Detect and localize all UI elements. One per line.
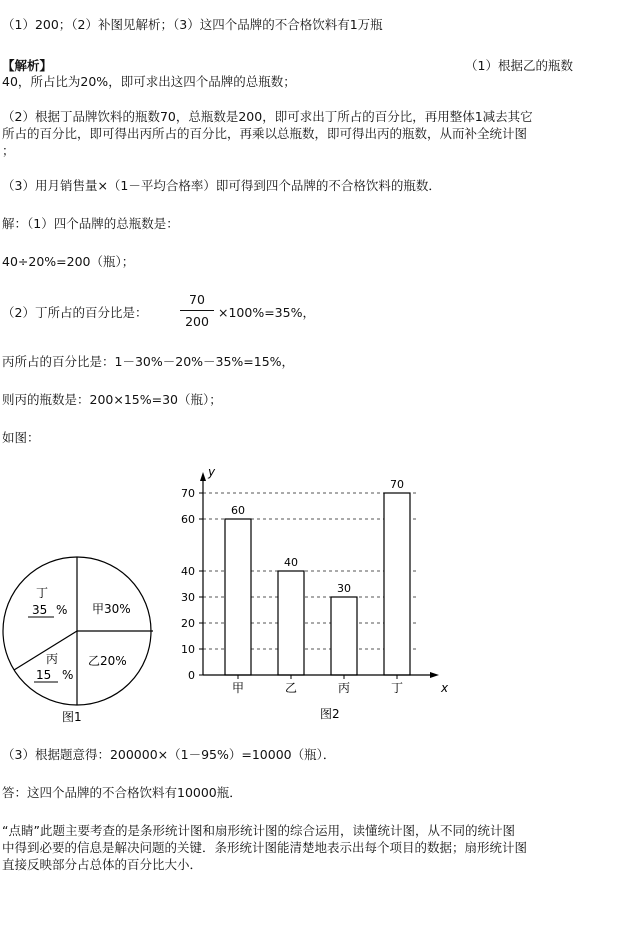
solution-step-2-suffix: ×100%=35%， [218,305,315,320]
x-tick-label: 丙 [337,681,351,695]
y-tick-label: 20 [181,617,195,630]
y-axis-label: y [208,465,216,479]
pie-label-jia: 甲30% [92,602,131,616]
bar-3 [331,597,357,675]
comment-line-1: “点睛”此题主要考查的是条形统计图和扇形统计图的综合运用，读懂统计图，从不同的统计图 [2,823,515,838]
pie-caption: 图1 [62,710,82,724]
solution-step-5: （3）根据题意得：200000×（1－95%）=10000（瓶）． [2,747,336,762]
fraction-numerator: 70 [189,292,205,307]
y-tick-label: 30 [181,591,195,604]
y-tick-label: 40 [181,565,195,578]
pie-label-yi: 乙20% [88,654,127,668]
bar-1 [225,519,251,675]
analysis-p2-line2: 所占的百分比，即可得出丙所占的百分比，再乘以总瓶数，即可得出丙的瓶数，从而补全统计图 [2,126,528,141]
analysis-p1-cont: 40，所占比为20%，即可求出这四个品牌的总瓶数； [2,74,296,89]
pie-value-ding: 35 [32,603,48,617]
as-shown-label: 如图： [2,430,40,445]
pie-value-bing: 15 [36,668,52,682]
fraction-bar [180,310,214,311]
analysis-p2-line3: ； [2,143,15,158]
pie-unit-bing: % [62,668,74,682]
bar-value-label: 70 [390,478,404,491]
bar-value-label: 60 [231,504,245,517]
x-tick-label: 乙 [284,681,298,695]
bar-2 [278,571,304,675]
y-tick-label: 10 [181,643,195,656]
solution-step-4: 则丙的瓶数是：200×15%=30（瓶）； [2,392,222,407]
analysis-p1-right: （1）根据乙的瓶数 [465,58,573,73]
final-answer: 答：这四个品牌的不合格饮料有10000瓶． [2,785,242,800]
bar-chart-caption: 图2 [320,707,340,721]
y-tick-label: 60 [181,513,195,526]
pie-label-ding: 丁 [36,586,49,600]
y-tick-label: 70 [181,487,195,500]
fraction-denominator: 200 [185,314,209,329]
bar-value-label: 30 [337,582,351,595]
pie-chart [0,555,160,730]
comment-line-2: 中得到必要的信息是解决问题的关键．条形统计图能清楚地表示出每个项目的数据；扇形统计图 [2,840,528,855]
analysis-p3: （3）用月销售量×（1－平均合格率）即可得到四个品牌的不合格饮料的瓶数． [2,178,441,193]
analysis-heading: 【解析】 [2,58,53,73]
bar-chart [160,460,460,722]
x-tick-label: 丁 [390,681,404,695]
pie-unit-ding: % [56,603,68,617]
solution-step-3: 丙所占的百分比是：1－30%－20%－35%=15%， [2,354,295,369]
solution-step-2-prefix: （2）丁所占的百分比是： [2,305,148,320]
solution-heading: 解：（1）四个品牌的总瓶数是： [2,216,179,231]
pie-label-bing: 丙 [46,652,59,666]
x-axis-arrow [430,672,439,678]
analysis-p2-line1: （2）根据丁品牌饮料的瓶数70，总瓶数是200，即可求出丁所占的百分比，再用整体1减去其它 [2,109,533,124]
x-tick-label: 甲 [231,681,245,695]
y-tick-label: 0 [188,669,195,682]
comment-line-3: 直接反映部分占总体的百分比大小． [2,857,203,872]
bar-value-label: 40 [284,556,298,569]
answer-line: （1）200；（2）补图见解析；（3）这四个品牌的不合格饮料有1万瓶 [2,17,383,32]
solution-step-1: 40÷20%=200（瓶）； [2,254,135,269]
bar-4 [384,493,410,675]
fraction [180,292,214,330]
y-axis-arrow [200,472,206,481]
x-axis-label: x [441,681,449,695]
